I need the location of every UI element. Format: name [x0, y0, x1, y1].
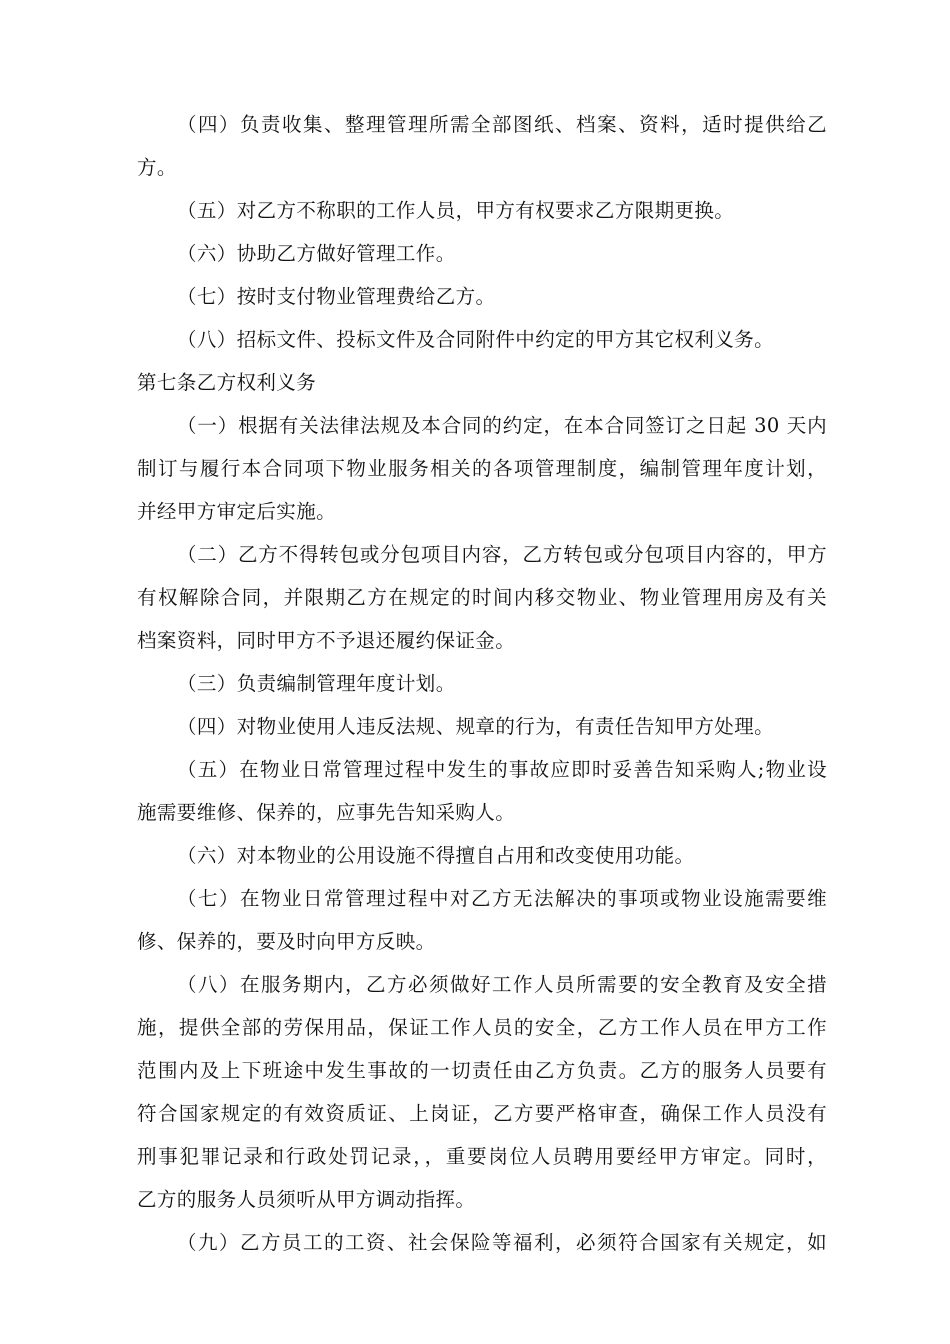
paragraph-line: 乙方的服务人员须听从甲方调动指挥。 — [137, 1188, 476, 1211]
paragraph-line: 范围内及上下班途中发生事故的一切责任由乙方负责。乙方的服务人员要有 — [137, 1059, 827, 1082]
paragraph-line: 并经甲方审定后实施。 — [137, 500, 337, 523]
paragraph-line: （五）在物业日常管理过程中发生的事故应即时妥善告知采购人;物业设 — [177, 758, 827, 781]
paragraph-line: （三）负责编制管理年度计划。 — [177, 672, 456, 695]
paragraph-line: （四）对物业使用人违反法规、规章的行为，有责任告知甲方处理。 — [177, 715, 775, 738]
paragraph-line: （二）乙方不得转包或分包项目内容，乙方转包或分包项目内容的，甲方 — [177, 543, 827, 566]
paragraph-line: 制订与履行本合同项下物业服务相关的各项管理制度，编制管理年度计划， — [137, 457, 827, 480]
paragraph-line: （九）乙方员工的工资、社会保险等福利，必须符合国家有关规定，如 — [177, 1231, 827, 1254]
paragraph-line: 方。 — [137, 156, 177, 179]
paragraph-line: （七）按时支付物业管理费给乙方。 — [177, 285, 496, 308]
paragraph-line: （八）招标文件、投标文件及合同附件中约定的甲方其它权利义务。 — [177, 328, 775, 351]
paragraph-line: 档案资料，同时甲方不予退还履约保证金。 — [137, 629, 516, 652]
paragraph-line: （六）对本物业的公用设施不得擅自占用和改变使用功能。 — [177, 844, 695, 867]
paragraph-line: 施需要维修、保养的，应事先告知采购人。 — [137, 801, 516, 824]
paragraph-line: （四）负责收集、整理管理所需全部图纸、档案、资料，适时提供给乙 — [177, 113, 827, 136]
paragraph-line: 施，提供全部的劳保用品，保证工作人员的安全，乙方工作人员在甲方工作 — [137, 1016, 827, 1039]
paragraph-line: （一）根据有关法律法规及本合同的约定，在本合同签订之日起 30 天内 — [177, 414, 827, 437]
paragraph-line: （七）在物业日常管理过程中对乙方无法解决的事项或物业设施需要维 — [177, 887, 827, 910]
paragraph-line: （五）对乙方不称职的工作人员，甲方有权要求乙方限期更换。 — [177, 199, 735, 222]
paragraph-line: 刑事犯罪记录和行政处罚记录，，重要岗位人员聘用要经甲方审定。同时， — [137, 1145, 827, 1168]
paragraph-line: 有权解除合同，并限期乙方在规定的时间内移交物业、物业管理用房及有关 — [137, 586, 827, 609]
paragraph-line: （六）协助乙方做好管理工作。 — [177, 242, 456, 265]
paragraph-line: 符合国家规定的有效资质证、上岗证，乙方要严格审查，确保工作人员没有 — [137, 1102, 827, 1125]
paragraph-line: 修、保养的，要及时向甲方反映。 — [137, 930, 436, 953]
paragraph-line: （八）在服务期内，乙方必须做好工作人员所需要的安全教育及安全措 — [177, 973, 827, 996]
section-heading: 第七条乙方权利义务 — [137, 371, 317, 394]
